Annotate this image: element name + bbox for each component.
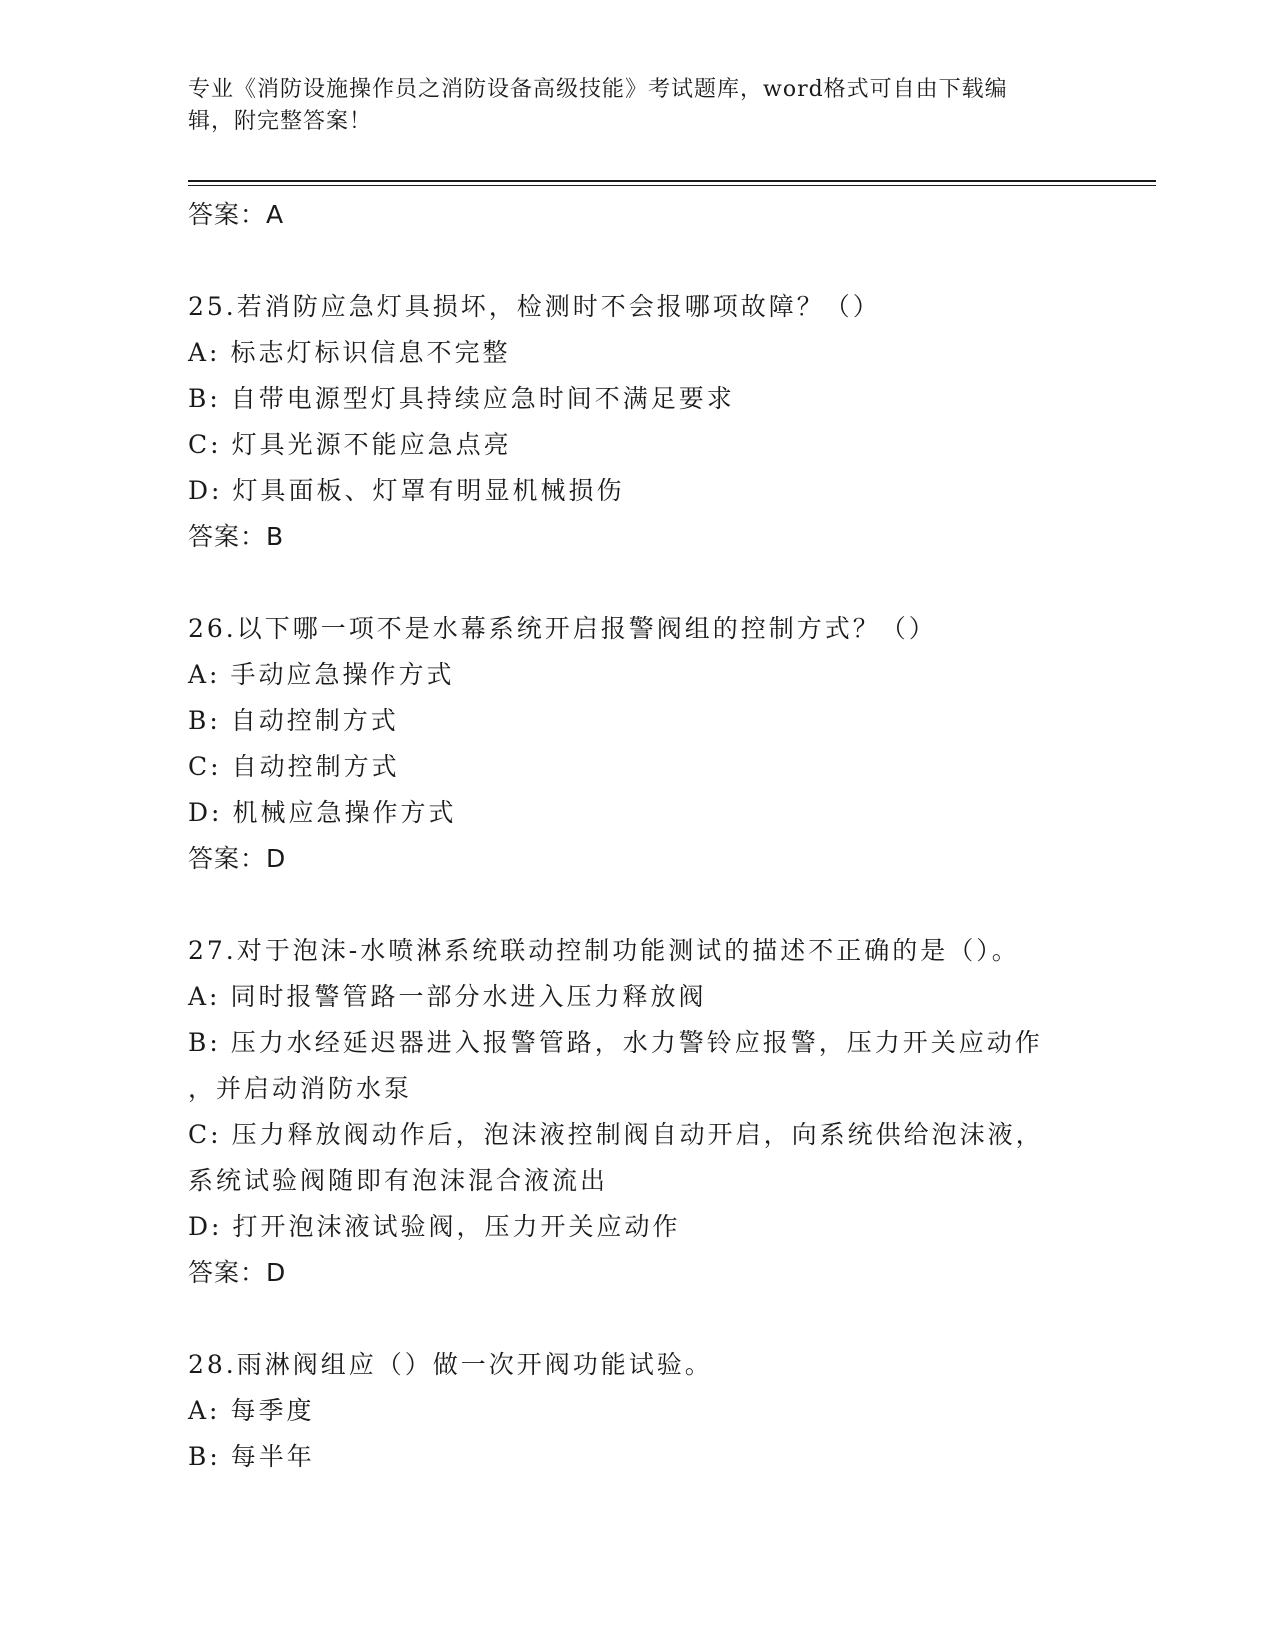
question-26 [188, 606, 1088, 882]
option-c-continuation: 系统试验阀随即有泡沫混合液流出 [188, 1166, 609, 1195]
option-b: B: 自动控制方式 [188, 706, 399, 735]
option-b: B: 自带电源型灯具持续应急时间不满足要求 [188, 384, 735, 413]
header-rule-thick [188, 180, 1156, 182]
question-27 [188, 928, 1088, 1296]
question-list [188, 192, 1088, 1480]
header-line-2: 辑，附完整答案！ [188, 109, 373, 134]
option-d: D: 灯具面板、灯罩有明显机械损伤 [188, 476, 625, 505]
option-c: C: 自动控制方式 [188, 752, 400, 781]
option-d: D: 打开泡沫液试验阀，压力开关应动作 [188, 1212, 681, 1241]
answer-label: 答案：D [188, 844, 287, 873]
option-a: A: 标志灯标识信息不完整 [188, 338, 511, 367]
question-stem: 28.雨淋阀组应（）做一次开阀功能试验。 [188, 1350, 713, 1379]
question-28 [188, 1342, 1088, 1480]
header-rule-thin [188, 185, 1156, 186]
answer-label: 答案：D [188, 1258, 287, 1287]
option-c: C: 压力释放阀动作后，泡沫液控制阀自动开启，向系统供给泡沫液， [188, 1120, 1044, 1149]
answer-label: 答案：A [188, 200, 285, 229]
option-b-continuation: ，并启动消防水泵 [188, 1074, 413, 1103]
answer-label: 答案：B [188, 522, 285, 551]
question-25 [188, 284, 1088, 560]
option-a: A: 同时报警管路一部分水进入压力释放阀 [188, 982, 707, 1011]
question-stem: 27.对于泡沫-水喷淋系统联动控制功能测试的描述不正确的是（）。 [188, 936, 1020, 965]
option-a: A: 每季度 [188, 1396, 315, 1425]
option-b: B: 压力水经延迟器进入报警管路，水力警铃应报警，压力开关应动作 [188, 1028, 1043, 1057]
option-d: D: 机械应急操作方式 [188, 798, 457, 827]
document-header [188, 74, 1078, 138]
option-c: C: 灯具光源不能应急点亮 [188, 430, 512, 459]
header-line-1: 专业《消防设施操作员之消防设备高级技能》考试题库，word格式可自由下载编 [188, 77, 1008, 102]
option-b: B: 每半年 [188, 1442, 315, 1471]
question-stem: 26.以下哪一项不是水幕系统开启报警阀组的控制方式？（） [188, 614, 937, 643]
option-a: A: 手动应急操作方式 [188, 660, 455, 689]
question-stem: 25.若消防应急灯具损坏，检测时不会报哪项故障？（） [188, 292, 881, 321]
